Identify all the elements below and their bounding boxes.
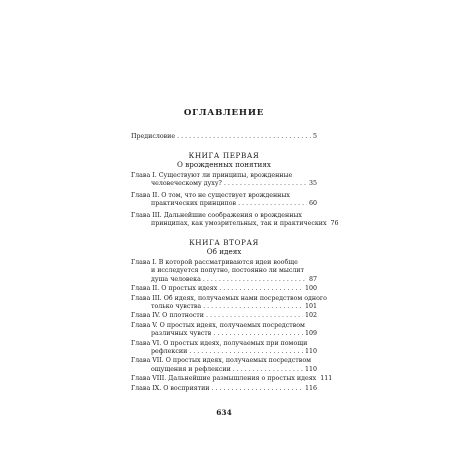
entry-page: 76 [330,220,339,228]
toc-entry[interactable] [131,312,317,320]
toc-entry[interactable] [131,322,317,339]
toc-entry[interactable] [131,375,333,383]
entry-page: 102 [304,312,317,320]
entry-title-cont: рефлексии [151,348,188,356]
toc-entry[interactable] [131,294,327,312]
entry-title: Глава III. Дальнейшие соображения о врожденных [131,211,302,219]
book-label: КНИГА ПЕРВАЯ [188,151,260,160]
toc-entry[interactable] [131,340,317,357]
entry-page: 60 [308,200,317,208]
dot-leader [212,385,303,393]
dot-leader [219,285,303,293]
dot-leader [177,133,311,141]
entry-page: 116 [304,384,317,392]
toc-title: ОГЛАВЛЕНИЕ [183,108,265,118]
entry-title: Глава IX. О восприятии [131,384,210,392]
entry-title: Глава VII. О простых идеях, получаемых посредством [131,357,312,365]
entry-title-cont: человеческому духу? [151,180,222,188]
toc-entry[interactable] [131,259,317,284]
entry-page: 100 [304,285,317,293]
entry-title-cont: только чувства [151,303,202,311]
dot-leader [203,276,307,284]
toc-entry[interactable] [131,285,317,293]
entry-title: Предисловие [131,133,176,140]
entry-title-cont: и исследуется попутно, постоянно ли мыслит [151,267,305,275]
toc-entry-preface[interactable] [131,133,317,141]
entry-title-cont: ощущения и рефлексии [151,365,231,373]
entry-title-cont: практических принципов [151,200,237,208]
toc-section-book2 [131,238,317,256]
page-number: 634 [216,408,232,417]
toc-entry[interactable] [131,172,317,189]
entry-title: Глава I. В которой рассматриваются идеи вообще [131,259,298,266]
toc-book2-chapters [131,259,333,393]
entry-page: 110 [304,365,317,373]
toc-entry[interactable] [131,357,317,374]
dot-leader [233,366,303,374]
toc-section-preface [131,133,317,141]
toc-entry[interactable] [131,211,339,229]
entry-page: 35 [308,180,317,188]
entry-title: Глава V. О простых идеях, получаемых посредством [131,321,305,329]
book-subtitle: О врожденных понятиях [177,160,271,169]
entry-title: Глава IV. О плотности [131,312,204,320]
entry-page: 101 [304,303,317,311]
entry-title: Глава III. Об идеях, получаемых нами посредством одного [131,294,327,302]
toc-entry[interactable] [131,385,317,393]
entry-title: Глава II. О простых идеях [131,285,218,293]
entry-page: 109 [304,330,317,338]
entry-title: Глава VI. О простых идеях, получаемых при помощи [131,339,308,347]
dot-leader [203,303,303,311]
toc-entry[interactable] [131,192,317,209]
book-subtitle: Об идеях [206,247,242,256]
entry-page: 87 [308,275,317,283]
entry-page: 111 [320,375,333,383]
entry-title: Глава VIII. Дальнейшие размышления о простых идеях [131,375,317,383]
entry-page: 110 [304,348,317,356]
entry-title-cont: различных чувств [151,330,212,338]
toc-section-book1 [131,151,317,169]
book-heading [131,151,317,169]
dot-leader [238,200,307,208]
dot-leader [206,312,303,320]
entry-title-cont: принципах, как умозрительных, так и практических [151,220,327,228]
entry-title-cont: душа человека [151,275,201,283]
dot-leader [189,348,303,356]
book-heading [131,238,317,256]
entry-title: Глава II. О том, что не существует врожденных [131,191,290,199]
entry-page: 5 [312,133,317,140]
entry-title: Глава I. Существуют ли принципы, врожденные [131,172,293,179]
dot-leader [213,330,303,338]
dot-leader [224,180,307,188]
book-label: КНИГА ВТОРАЯ [189,238,259,247]
toc-book1-chapters [131,172,339,228]
